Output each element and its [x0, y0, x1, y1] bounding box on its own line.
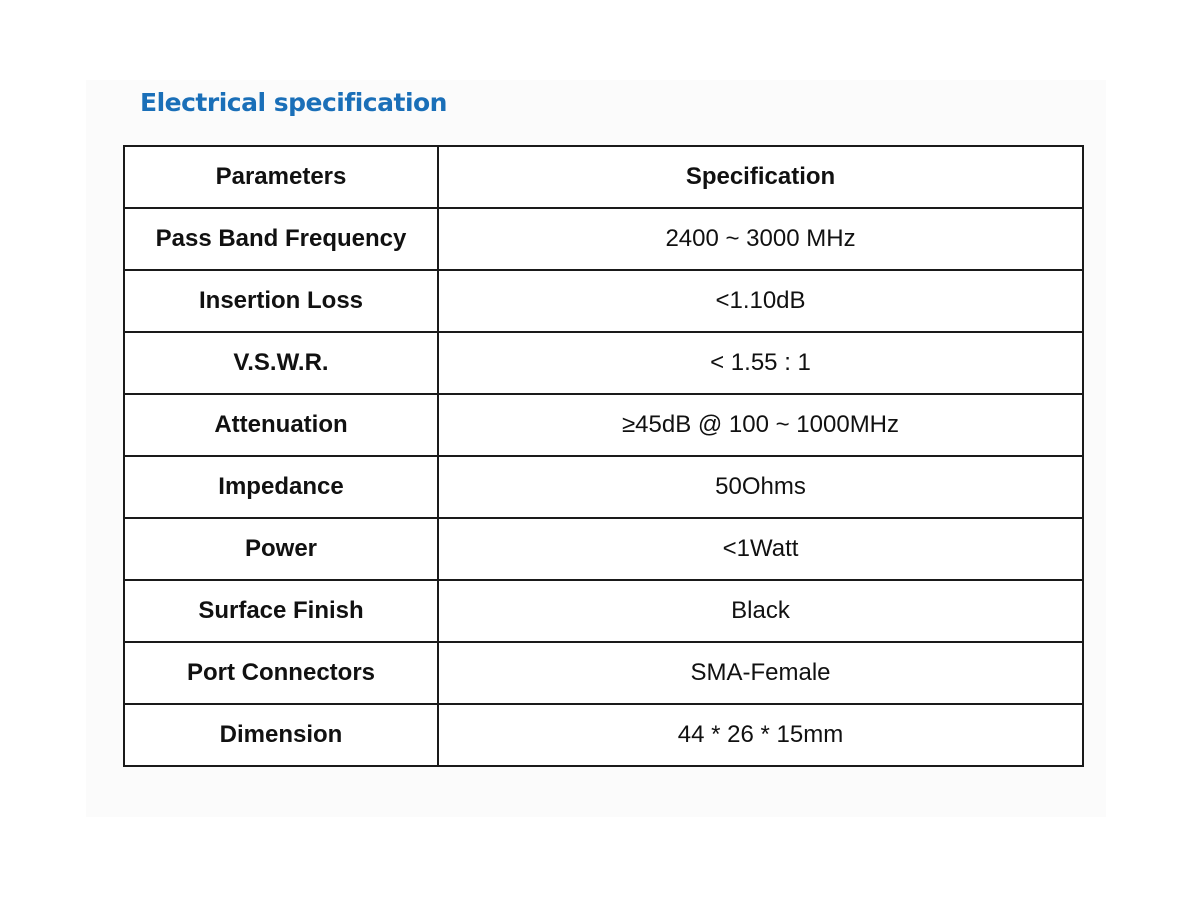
specification-cell: SMA-Female	[438, 642, 1083, 704]
specification-cell: ≥45dB @ 100 ~ 1000MHz	[438, 394, 1083, 456]
parameter-cell: Surface Finish	[124, 580, 438, 642]
table-row	[124, 518, 1083, 580]
specification-cell: < 1.55 : 1	[438, 332, 1083, 394]
table-row	[124, 704, 1083, 766]
table-row	[124, 208, 1083, 270]
table-row	[124, 270, 1083, 332]
table-row	[124, 642, 1083, 704]
specification-cell: 44 * 26 * 15mm	[438, 704, 1083, 766]
parameter-cell: Dimension	[124, 704, 438, 766]
section-heading: Electrical specification	[140, 88, 447, 117]
table-row	[124, 456, 1083, 518]
header-specification: Specification	[438, 146, 1083, 208]
parameter-cell: Power	[124, 518, 438, 580]
table-row	[124, 580, 1083, 642]
parameter-cell: Pass Band Frequency	[124, 208, 438, 270]
specification-cell: Black	[438, 580, 1083, 642]
parameter-cell: V.S.W.R.	[124, 332, 438, 394]
table-row	[124, 394, 1083, 456]
specification-cell: <1Watt	[438, 518, 1083, 580]
specification-cell: <1.10dB	[438, 270, 1083, 332]
parameter-cell: Impedance	[124, 456, 438, 518]
parameter-cell: Port Connectors	[124, 642, 438, 704]
parameter-cell: Attenuation	[124, 394, 438, 456]
table-header-row	[124, 146, 1083, 208]
parameter-cell: Insertion Loss	[124, 270, 438, 332]
header-parameters: Parameters	[124, 146, 438, 208]
specification-cell: 50Ohms	[438, 456, 1083, 518]
spec-table	[123, 145, 1084, 767]
table-row	[124, 332, 1083, 394]
specification-cell: 2400 ~ 3000 MHz	[438, 208, 1083, 270]
